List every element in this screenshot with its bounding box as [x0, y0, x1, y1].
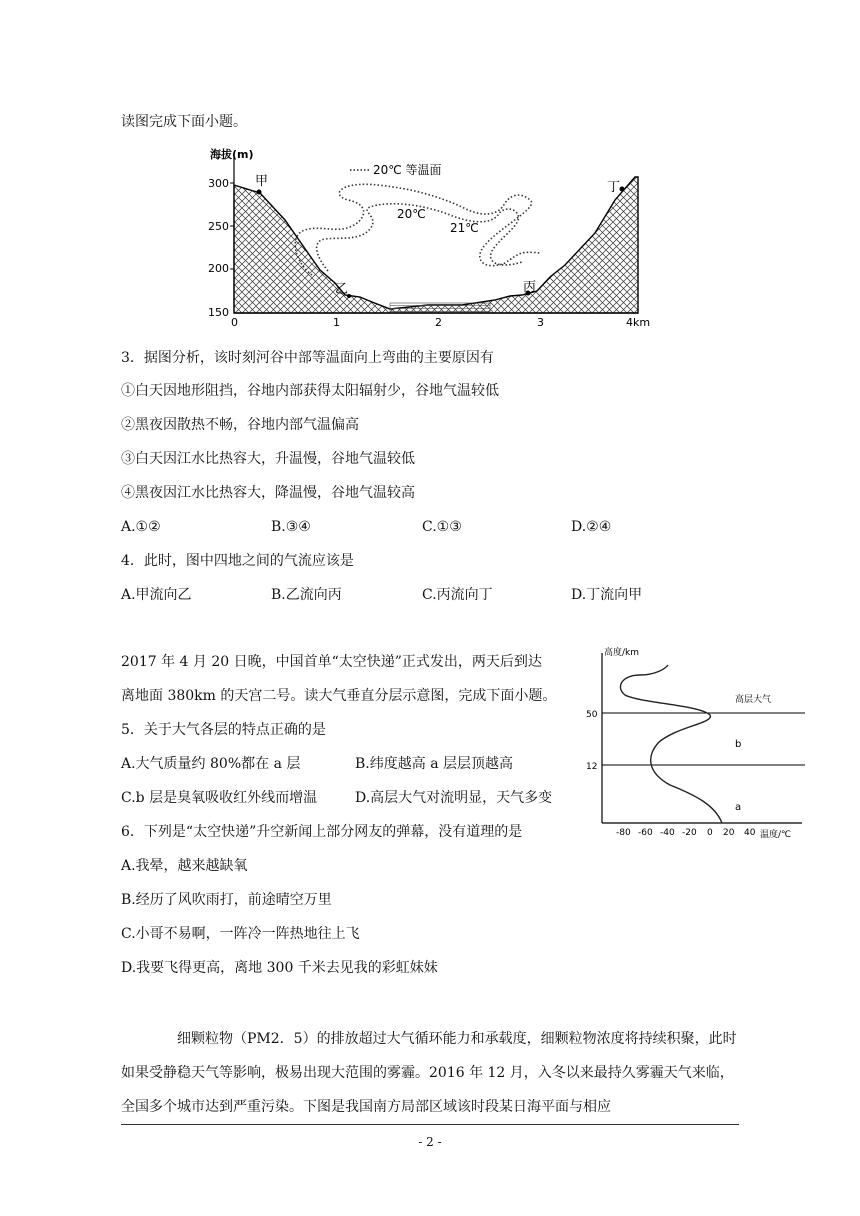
- q3-item: ②黑夜因散热不畅，谷地内部气温偏高: [121, 417, 359, 433]
- river: [390, 303, 490, 312]
- valley-xtick: 1: [333, 316, 340, 329]
- valley-ytick: 250: [208, 220, 229, 233]
- q4-stem: 4．此时，图中四地之间的气流应该是: [121, 553, 354, 569]
- atmos-x-label: 温度/℃: [760, 830, 792, 840]
- q3-stem: 3．据图分析，该时刻河谷中部等温面向上弯曲的主要原因有: [121, 350, 494, 366]
- valley-xtick: 2: [435, 316, 442, 329]
- atmos-xtick: -40: [660, 828, 675, 838]
- intro2-line2: 离地面 380km 的天宫二号。读大气垂直分层示意图，完成下面小题。: [121, 688, 557, 704]
- q5-option-c: C.b 层是臭氧吸收红外线而增温: [121, 790, 318, 806]
- point-jia: 甲: [255, 174, 269, 189]
- intro2-line1: 2017 年 4 月 20 日晚，中国首单“太空快递”正式发出，两天后到达: [121, 654, 542, 670]
- iso21-label: 21℃: [450, 221, 479, 235]
- q6-option-b: B.经历了风吹雨打，前途晴空万里: [121, 892, 332, 908]
- atmosphere-layers-diagram: [580, 645, 810, 845]
- valley-legend: 20℃ 等温面: [373, 163, 442, 177]
- pm25-paragraph: 细颗粒物（PM2．5）的排放超过大气循环能力和承载度，细颗粒物浓度将持续积聚，此时如果受静稳天气等影响，极易出现大范围的雾霾。2016 年 12 月，入冬以来最持久雾霾天气来临，全国多个城市达到严重污染。下图是我国南方局部区域该时段某日海平面与相应: [121, 1031, 737, 1115]
- q6-option-c: C.小哥不易啊，一阵冷一阵热地往上飞: [121, 926, 360, 942]
- isotherm-20: [295, 184, 540, 275]
- iso20-label: 20℃: [397, 207, 426, 221]
- intro-text: 读图完成下面小题。: [121, 114, 247, 130]
- q3-item: ③白天因江水比热容大，升温慢，谷地气温较低: [121, 451, 415, 467]
- q5-option-a: A.大气质量约 80%都在 a 层: [121, 756, 301, 772]
- point-ding: 丁: [607, 180, 621, 195]
- q3-option-c: C.①③: [422, 519, 462, 535]
- q4-option-b: B.乙流向丙: [271, 587, 342, 603]
- atmos-y-label: 高度/km: [604, 648, 640, 658]
- q5-option-d: D.高层大气对流明显，天气多变: [355, 790, 553, 806]
- page-number: - 2 -: [418, 1135, 442, 1149]
- valley-y-label: 海拔(m): [210, 148, 254, 161]
- q3-option-d: D.②④: [571, 519, 612, 535]
- atmos-layer-b: b: [735, 739, 742, 750]
- atmos-xtick: 0: [707, 828, 713, 838]
- valley-ytick: 150: [208, 306, 229, 319]
- q3-option-b: B.③④: [271, 519, 311, 535]
- q6-option-d: D.我要飞得更高，离地 300 千米去见我的彩虹妹妹: [121, 960, 438, 976]
- valley-ytick: 200: [208, 262, 229, 275]
- q5-option-b: B.纬度越高 a 层层顶越高: [355, 756, 513, 772]
- q4-option-a: A.甲流向乙: [121, 587, 192, 603]
- valley-xtick: 3: [537, 316, 544, 329]
- q4-option-c: C.丙流向丁: [422, 587, 493, 603]
- q6-option-a: A.我晕，越来越缺氧: [121, 858, 248, 874]
- atmos-ytick-12: 12: [586, 762, 598, 772]
- atmos-xtick: -80: [616, 828, 631, 838]
- valley-ytick: 300: [208, 177, 229, 190]
- q3-item: ①白天因地形阻挡，谷地内部获得太阳辐射少，谷地气温较低: [121, 383, 499, 399]
- point-yi: 乙: [335, 282, 349, 297]
- atmos-xtick: -60: [638, 828, 653, 838]
- atmos-layer-a: a: [735, 802, 742, 813]
- valley-isotherm-diagram: [200, 145, 650, 330]
- q4-option-d: D.丁流向甲: [571, 587, 643, 603]
- valley-xtick: 4km: [626, 316, 650, 329]
- atmos-xtick: 20: [723, 828, 735, 838]
- q5-stem: 5．关于大气各层的特点正确的是: [121, 722, 326, 738]
- atmos-temperature-curve: [620, 665, 722, 823]
- q3-item: ④黑夜因江水比热容大，降温慢，谷地气温较高: [121, 485, 415, 501]
- atmos-xtick: 40: [744, 828, 756, 838]
- valley-xtick: 0: [231, 316, 238, 329]
- atmos-ytick-50: 50: [586, 710, 598, 720]
- atmos-upper-label: 高层大气: [735, 695, 772, 705]
- point-bing: 丙: [523, 280, 537, 295]
- footer-rule: [121, 1124, 739, 1125]
- atmos-xtick: -20: [682, 828, 697, 838]
- q3-option-a: A.①②: [121, 519, 161, 535]
- q6-stem: 6．下列是“太空快递”升空新闻上部分网友的弹幕，没有道理的是: [121, 824, 523, 840]
